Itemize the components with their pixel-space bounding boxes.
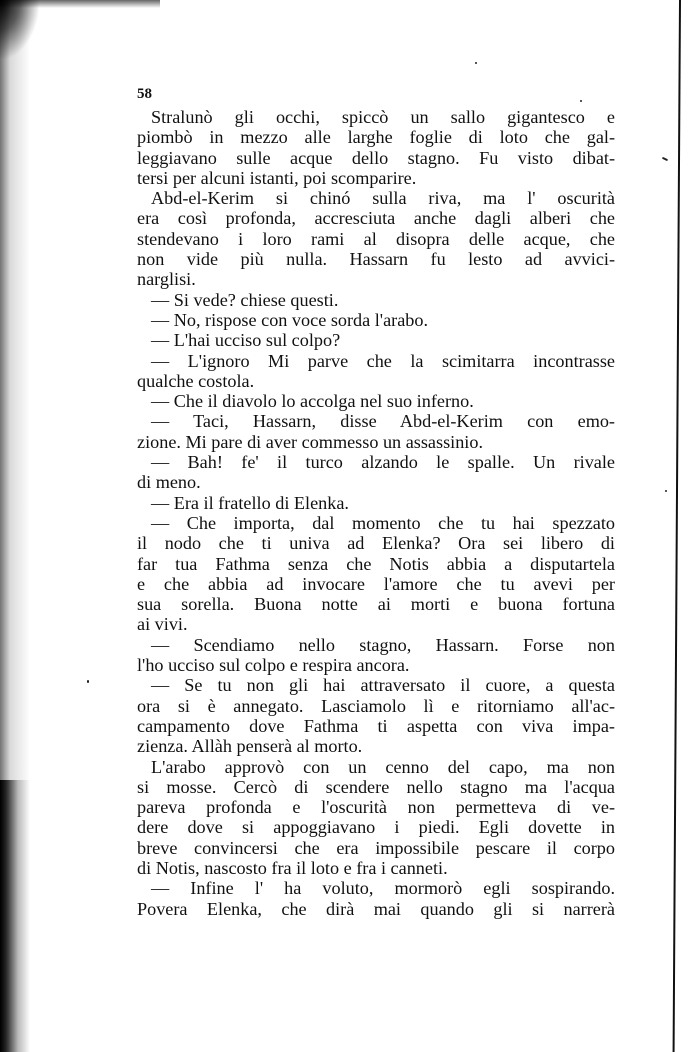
text-line: qualche costola. (137, 370, 255, 391)
text-line: — Scendiamo nello stagno, Hassarn. Forse non (151, 634, 615, 655)
text-line: si mosse. Cercò di scendere nello stagno ma l'acqua (137, 776, 615, 797)
text-line: — Bah! fe' il turco alzando le spalle. Un rivale (151, 452, 615, 473)
text-line: sua sorella. Buona notte ai morti e buona fortuna (137, 594, 615, 615)
text-line: zione. Mi pare di aver commesso un assassinio. (137, 431, 483, 452)
scan-speck (662, 157, 668, 161)
text-line: breve convincersi che era impossibile pescare il corpo (137, 837, 615, 858)
text-line: leggiavano sulle acque dello stagno. Fu visto dibat- (137, 147, 615, 168)
scan-speck (475, 62, 477, 64)
page-body-text (137, 107, 615, 919)
text-line: e che abbia ad invocare l'amore che tu avevi per (137, 573, 615, 594)
text-line: — Si vede? chiese questi. (151, 289, 339, 310)
text-line: — Che il diavolo lo accolga nel suo inferno. (151, 391, 474, 412)
text-line: — Taci, Hassarn, disse Abd-el-Kerim con emo- (151, 411, 615, 432)
text-line: stendevano i loro rami al disopra delle acque, che (137, 228, 615, 249)
text-line: — Infine l' ha voluto, mormorò egli sospirando. (151, 878, 615, 899)
text-line: dere dove si appoggiavano i piedi. Egli dovette in (137, 817, 615, 838)
text-line: pareva profonda e l'oscurità non permetteva di ve- (137, 797, 615, 818)
text-line: zienza. Allàh penserà al morto. (137, 736, 363, 757)
text-line: Povera Elenka, che dirà mai quando gli si narrerà (137, 898, 615, 919)
text-line: tersi per alcuni istanti, poi scomparire. (137, 167, 417, 188)
text-line: — L'ignoro Mi parve che la scimitarra incontrasse (151, 350, 615, 371)
scan-shadow-left-bottom (0, 780, 30, 1052)
page-number: 58 (137, 86, 152, 102)
text-line: ai vivi. (137, 614, 188, 635)
text-line: piombò in mezzo alle larghe foglie di loto che gal- (137, 127, 615, 148)
text-line: campamento dove Fathma ti aspetta con viva impa- (137, 715, 615, 736)
text-line: di meno. (137, 472, 201, 493)
text-line: narglisi. (137, 269, 196, 290)
text-line: di Notis, nascosto fra il loto e fra i canneti. (137, 857, 448, 878)
text-line: Abd-el-Kerim si chinó sulla riva, ma l' oscurità (151, 188, 615, 209)
text-line: — No, rispose con voce sorda l'arabo. (151, 309, 429, 330)
scan-speck (87, 680, 89, 683)
text-line: non vide più nulla. Hassarn fu lesto ad avvici- (137, 249, 615, 270)
text-line: — Che importa, dal momento che tu hai spezzato (151, 512, 615, 533)
scan-shadow-top (0, 0, 160, 8)
text-line: L'arabo approvò con un cenno del capo, ma non (151, 756, 615, 777)
text-line: l'ho ucciso sul colpo e respira ancora. (137, 655, 410, 676)
text-line: — Se tu non gli hai attraversato il cuore, a questa (151, 675, 615, 696)
text-line: il nodo che ti univa ad Elenka? Ora sei libero di (137, 533, 615, 554)
text-line: ora si è annegato. Lasciamolo lì e ritorniamo all'ac- (137, 695, 615, 716)
page-fold-line (673, 0, 681, 1052)
scan-speck (665, 490, 667, 492)
text-line: far tua Fathma senza che Notis abbia a disputartela (137, 553, 615, 574)
text-line: — Era il fratello di Elenka. (151, 492, 349, 513)
text-line: Stralunò gli occhi, spiccò un sallo gigantesco e (151, 107, 615, 127)
text-line: era così profonda, accresciuta anche dagli alberi che (137, 208, 615, 229)
scan-speck (580, 100, 582, 102)
text-line: — L'hai ucciso sul colpo? (151, 330, 341, 351)
